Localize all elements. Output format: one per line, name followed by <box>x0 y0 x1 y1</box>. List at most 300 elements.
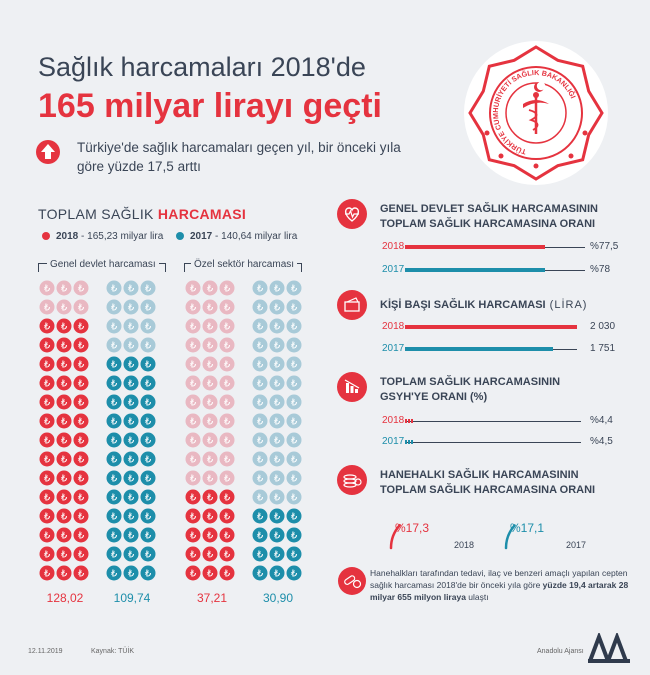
svg-text:₺: ₺ <box>206 359 214 371</box>
coin-2017-g1-r3-c0 <box>253 338 268 353</box>
svg-text:₺: ₺ <box>110 568 118 580</box>
svg-text:₺: ₺ <box>189 283 197 295</box>
total-expenditure-title-part2: HARCAMASI <box>157 206 247 222</box>
svg-text:₺: ₺ <box>223 340 231 352</box>
svg-text:₺: ₺ <box>290 568 298 580</box>
coin-2018-g1-r15-c2 <box>220 566 235 581</box>
coin-2017-g1-r0-c1 <box>270 281 285 296</box>
svg-text:₺: ₺ <box>223 416 231 428</box>
coin-2017-g0-r5-c1 <box>124 376 139 391</box>
svg-text:₺: ₺ <box>256 530 264 542</box>
svg-text:₺: ₺ <box>273 549 281 561</box>
coin-2017-g0-r6-c2 <box>141 395 156 410</box>
svg-text:₺: ₺ <box>206 568 214 580</box>
coin-2017-g1-r15-c2 <box>287 566 302 581</box>
coin-2017-g0-r11-c0 <box>107 490 122 505</box>
svg-text:₺: ₺ <box>60 511 68 523</box>
coin-2017-g0-r9-c0 <box>107 452 122 467</box>
page-title-line2: 165 milyar lirayı geçti <box>38 87 382 125</box>
coin-2018-g0-r5-c2 <box>74 376 89 391</box>
svg-text:₺: ₺ <box>273 511 281 523</box>
coin-2017-g0-r7-c0 <box>107 414 122 429</box>
svg-text:₺: ₺ <box>43 359 51 371</box>
footer-date: 12.11.2019 <box>28 648 63 655</box>
svg-text:₺: ₺ <box>290 321 298 333</box>
coin-2017-g0-r2-c2 <box>141 319 156 334</box>
coin-2018-g0-r6-c2 <box>74 395 89 410</box>
coin-2017-g1-r11-c0 <box>253 490 268 505</box>
coin-2017-g0-r10-c0 <box>107 471 122 486</box>
svg-text:₺: ₺ <box>60 530 68 542</box>
coin-2017-g0-r5-c0 <box>107 376 122 391</box>
svg-text:₺: ₺ <box>273 473 281 485</box>
per-capita-title-text: KİŞİ BAŞI SAĞLIK HARCAMASI <box>380 299 546 311</box>
svg-text:₺: ₺ <box>43 397 51 409</box>
coin-2017-g1-r14-c0 <box>253 547 268 562</box>
coin-2018-g1-r3-c0 <box>186 338 201 353</box>
coin-2017-g1-r7-c2 <box>287 414 302 429</box>
coin-2018-g0-r2-c0 <box>40 319 55 334</box>
svg-text:₺: ₺ <box>77 397 85 409</box>
svg-text:₺: ₺ <box>60 473 68 485</box>
ratio-gov-bar-2017 <box>405 268 545 272</box>
coin-2018-g0-r14-c0 <box>40 547 55 562</box>
svg-text:₺: ₺ <box>256 416 264 428</box>
total-gov-2017: 109,74 <box>113 591 151 605</box>
svg-text:₺: ₺ <box>77 321 85 333</box>
gdp-ratio-title-line2: GSYH'YE ORANI (%) <box>380 391 488 403</box>
coin-2018-g1-r7-c0 <box>186 414 201 429</box>
coin-2017-g1-r8-c2 <box>287 433 302 448</box>
svg-text:₺: ₺ <box>43 454 51 466</box>
svg-text:₺: ₺ <box>77 473 85 485</box>
coin-2017-g1-r10-c2 <box>287 471 302 486</box>
coin-2017-g1-r11-c2 <box>287 490 302 505</box>
per-capita-value-2018: 2 030 <box>590 321 616 332</box>
svg-text:₺: ₺ <box>110 321 118 333</box>
coin-2018-g0-r13-c0 <box>40 528 55 543</box>
coin-2017-g1-r10-c0 <box>253 471 268 486</box>
coin-2017-g1-r7-c0 <box>253 414 268 429</box>
coin-2018-g0-r0-c0 <box>40 281 55 296</box>
coin-2017-g0-r14-c2 <box>141 547 156 562</box>
coin-2018-g1-r7-c2 <box>220 414 235 429</box>
coin-2018-g0-r5-c0 <box>40 376 55 391</box>
coin-2017-g0-r7-c1 <box>124 414 139 429</box>
coin-2018-g0-r14-c1 <box>57 547 72 562</box>
coin-2018-g1-r2-c1 <box>203 319 218 334</box>
svg-text:₺: ₺ <box>144 340 152 352</box>
coin-2017-g1-r7-c1 <box>270 414 285 429</box>
svg-text:₺: ₺ <box>127 568 135 580</box>
coin-2017-g1-r2-c1 <box>270 319 285 334</box>
coin-2018-g1-r14-c2 <box>220 547 235 562</box>
svg-text:₺: ₺ <box>110 454 118 466</box>
per-capita-bar-2017 <box>405 347 553 351</box>
household-value-2017: %17,1 <box>510 521 545 535</box>
coin-2017-g1-r4-c0 <box>253 357 268 372</box>
svg-text:₺: ₺ <box>256 340 264 352</box>
svg-text:₺: ₺ <box>60 378 68 390</box>
coin-2017-g1-r0-c2 <box>287 281 302 296</box>
svg-text:₺: ₺ <box>127 435 135 447</box>
gdp-ratio-value-2017: %4,5 <box>590 436 613 447</box>
coin-2017-g0-r8-c1 <box>124 433 139 448</box>
coin-2017-g0-r12-c0 <box>107 509 122 524</box>
total-gov-2018: 128,02 <box>46 591 84 605</box>
svg-text:₺: ₺ <box>273 454 281 466</box>
coin-2017-g1-r8-c0 <box>253 433 268 448</box>
svg-text:₺: ₺ <box>144 530 152 542</box>
coin-2017-g1-r9-c0 <box>253 452 268 467</box>
coin-2018-g0-r4-c2 <box>74 357 89 372</box>
gdp-ratio-value-2018: %4,4 <box>590 415 613 426</box>
svg-text:₺: ₺ <box>189 511 197 523</box>
svg-text:₺: ₺ <box>206 511 214 523</box>
coin-2018-g0-r7-c0 <box>40 414 55 429</box>
svg-text:₺: ₺ <box>189 568 197 580</box>
coin-2017-g1-r4-c1 <box>270 357 285 372</box>
total-expenditure-title-part1: TOPLAM SAĞLIK <box>38 206 158 222</box>
coin-2018-g0-r13-c1 <box>57 528 72 543</box>
coin-2018-g0-r2-c2 <box>74 319 89 334</box>
svg-text:₺: ₺ <box>110 416 118 428</box>
coin-2017-g0-r0-c2 <box>141 281 156 296</box>
coin-2018-g0-r9-c2 <box>74 452 89 467</box>
coin-2017-g0-r14-c0 <box>107 547 122 562</box>
coin-2018-g0-r1-c0 <box>40 300 55 315</box>
svg-text:₺: ₺ <box>144 302 152 314</box>
svg-text:₺: ₺ <box>206 454 214 466</box>
coin-2017-g0-r1-c2 <box>141 300 156 315</box>
svg-text:₺: ₺ <box>206 283 214 295</box>
coin-2017-g0-r15-c0 <box>107 566 122 581</box>
legend-text-2018: - 165,23 milyar lira <box>78 231 164 242</box>
coin-2017-g0-r13-c0 <box>107 528 122 543</box>
svg-text:₺: ₺ <box>189 492 197 504</box>
anadolu-agency-logo-icon <box>588 633 630 663</box>
svg-text:₺: ₺ <box>206 492 214 504</box>
svg-text:₺: ₺ <box>127 340 135 352</box>
coin-2018-g0-r7-c2 <box>74 414 89 429</box>
coin-2017-g0-r1-c1 <box>124 300 139 315</box>
coin-2017-g1-r5-c1 <box>270 376 285 391</box>
coin-2018-g1-r10-c0 <box>186 471 201 486</box>
coin-2018-g1-r6-c0 <box>186 395 201 410</box>
coin-2018-g1-r0-c1 <box>203 281 218 296</box>
svg-text:₺: ₺ <box>223 492 231 504</box>
coin-2018-g0-r4-c1 <box>57 357 72 372</box>
per-capita-value-2017: 1 751 <box>590 343 616 354</box>
gdp-ratio-track-2017 <box>405 442 581 443</box>
coin-2017-g1-r4-c2 <box>287 357 302 372</box>
svg-text:₺: ₺ <box>127 397 135 409</box>
svg-text:₺: ₺ <box>43 321 51 333</box>
coin-2017-g1-r13-c0 <box>253 528 268 543</box>
coin-2018-g1-r9-c2 <box>220 452 235 467</box>
svg-text:₺: ₺ <box>223 435 231 447</box>
coin-2018-g1-r5-c0 <box>186 376 201 391</box>
svg-text:₺: ₺ <box>77 530 85 542</box>
coin-2018-g0-r0-c2 <box>74 281 89 296</box>
svg-text:₺: ₺ <box>77 378 85 390</box>
svg-text:₺: ₺ <box>77 302 85 314</box>
svg-text:₺: ₺ <box>290 397 298 409</box>
svg-text:₺: ₺ <box>127 378 135 390</box>
coin-2018-g0-r3-c2 <box>74 338 89 353</box>
svg-text:₺: ₺ <box>144 511 152 523</box>
svg-text:₺: ₺ <box>256 454 264 466</box>
svg-text:₺: ₺ <box>60 492 68 504</box>
svg-text:₺: ₺ <box>223 511 231 523</box>
ratio-gov-value-2018: %77,5 <box>590 241 619 252</box>
svg-text:₺: ₺ <box>60 321 68 333</box>
svg-text:₺: ₺ <box>77 511 85 523</box>
coin-2017-g0-r15-c2 <box>141 566 156 581</box>
household-value-2018: %17,3 <box>395 521 430 535</box>
svg-text:₺: ₺ <box>60 568 68 580</box>
svg-text:₺: ₺ <box>77 568 85 580</box>
footnote-tail: ulaştı <box>465 592 489 602</box>
coin-2017-g0-r13-c1 <box>124 528 139 543</box>
svg-text:₺: ₺ <box>256 283 264 295</box>
coin-2017-g1-r12-c2 <box>287 509 302 524</box>
svg-text:₺: ₺ <box>60 549 68 561</box>
household-ratio-title-line1: HANEHALKI SAĞLIK HARCAMASININ <box>380 469 579 481</box>
svg-text:₺: ₺ <box>144 283 152 295</box>
svg-text:₺: ₺ <box>189 359 197 371</box>
coin-2018-g1-r4-c1 <box>203 357 218 372</box>
coin-2017-g0-r8-c0 <box>107 433 122 448</box>
coin-2018-g0-r5-c1 <box>57 376 72 391</box>
svg-text:₺: ₺ <box>189 302 197 314</box>
svg-text:₺: ₺ <box>256 378 264 390</box>
svg-text:₺: ₺ <box>144 549 152 561</box>
svg-text:₺: ₺ <box>290 378 298 390</box>
coin-2017-g1-r13-c1 <box>270 528 285 543</box>
coin-2018-g1-r1-c2 <box>220 300 235 315</box>
coin-2017-g1-r8-c1 <box>270 433 285 448</box>
coin-2017-g0-r10-c1 <box>124 471 139 486</box>
coin-2017-g0-r12-c2 <box>141 509 156 524</box>
svg-text:₺: ₺ <box>127 283 135 295</box>
svg-text:₺: ₺ <box>223 378 231 390</box>
svg-text:₺: ₺ <box>144 397 152 409</box>
coin-2017-g1-r12-c0 <box>253 509 268 524</box>
pills-icon <box>338 567 366 595</box>
coin-2017-g1-r15-c1 <box>270 566 285 581</box>
svg-text:₺: ₺ <box>43 435 51 447</box>
svg-text:₺: ₺ <box>127 511 135 523</box>
coin-2018-g0-r12-c0 <box>40 509 55 524</box>
coin-2017-g1-r5-c2 <box>287 376 302 391</box>
svg-text:₺: ₺ <box>273 283 281 295</box>
svg-text:₺: ₺ <box>206 473 214 485</box>
svg-text:₺: ₺ <box>144 359 152 371</box>
svg-text:₺: ₺ <box>43 511 51 523</box>
svg-text:₺: ₺ <box>60 359 68 371</box>
coin-2017-g1-r3-c1 <box>270 338 285 353</box>
svg-text:₺: ₺ <box>60 283 68 295</box>
svg-text:₺: ₺ <box>256 492 264 504</box>
coin-2018-g1-r4-c2 <box>220 357 235 372</box>
coin-2017-g1-r14-c1 <box>270 547 285 562</box>
per-capita-bar-2018 <box>405 325 577 329</box>
coin-2018-g1-r13-c1 <box>203 528 218 543</box>
coin-2017-g0-r15-c1 <box>124 566 139 581</box>
svg-text:₺: ₺ <box>110 530 118 542</box>
svg-text:₺: ₺ <box>256 511 264 523</box>
svg-text:₺: ₺ <box>144 321 152 333</box>
svg-text:₺: ₺ <box>43 568 51 580</box>
coin-2018-g1-r14-c0 <box>186 547 201 562</box>
svg-text:₺: ₺ <box>290 511 298 523</box>
coin-2018-g1-r5-c2 <box>220 376 235 391</box>
svg-text:₺: ₺ <box>206 321 214 333</box>
gdp-ratio-track-2018 <box>405 421 581 422</box>
svg-text:₺: ₺ <box>206 397 214 409</box>
coin-2018-g1-r11-c0 <box>186 490 201 505</box>
svg-text:₺: ₺ <box>189 378 197 390</box>
legend-text-2017: - 140,64 milyar lira <box>212 231 298 242</box>
svg-text:TÜRKİYE CUMHURİYETİ SAĞLIK BAK: TÜRKİYE CUMHURİYETİ SAĞLIK BAKANLIĞI <box>490 67 578 157</box>
svg-text:₺: ₺ <box>290 435 298 447</box>
coin-2017-g0-r0-c0 <box>107 281 122 296</box>
svg-text:₺: ₺ <box>77 340 85 352</box>
svg-text:₺: ₺ <box>110 511 118 523</box>
svg-text:₺: ₺ <box>273 378 281 390</box>
coin-2018-g0-r12-c2 <box>74 509 89 524</box>
coin-2018-g0-r4-c0 <box>40 357 55 372</box>
svg-text:₺: ₺ <box>110 435 118 447</box>
svg-text:₺: ₺ <box>273 435 281 447</box>
coin-2017-g1-r3-c2 <box>287 338 302 353</box>
coin-2018-g0-r10-c0 <box>40 471 55 486</box>
heart-pulse-icon <box>337 199 367 229</box>
svg-text:₺: ₺ <box>256 473 264 485</box>
svg-text:₺: ₺ <box>189 530 197 542</box>
coin-2018-g0-r11-c0 <box>40 490 55 505</box>
coin-2017-g0-r14-c1 <box>124 547 139 562</box>
svg-text:₺: ₺ <box>273 568 281 580</box>
coin-2018-g0-r8-c2 <box>74 433 89 448</box>
svg-text:₺: ₺ <box>206 416 214 428</box>
coin-2018-g1-r12-c0 <box>186 509 201 524</box>
coin-2017-g0-r9-c1 <box>124 452 139 467</box>
coin-2017-g1-r9-c2 <box>287 452 302 467</box>
svg-text:₺: ₺ <box>110 397 118 409</box>
coin-2017-g0-r3-c1 <box>124 338 139 353</box>
group-label-private: Özel sektör harcaması <box>191 259 297 270</box>
coin-2017-g1-r10-c1 <box>270 471 285 486</box>
svg-text:₺: ₺ <box>223 549 231 561</box>
svg-text:₺: ₺ <box>127 530 135 542</box>
svg-text:₺: ₺ <box>144 378 152 390</box>
svg-text:₺: ₺ <box>43 283 51 295</box>
coin-2018-g0-r9-c0 <box>40 452 55 467</box>
gdp-ratio-bar-2018 <box>405 419 413 423</box>
coin-2017-g0-r2-c1 <box>124 319 139 334</box>
coin-2018-g1-r6-c2 <box>220 395 235 410</box>
svg-text:₺: ₺ <box>60 416 68 428</box>
coin-2017-g0-r0-c1 <box>124 281 139 296</box>
svg-text:₺: ₺ <box>189 435 197 447</box>
coin-2018-g0-r10-c1 <box>57 471 72 486</box>
coin-2018-g1-r12-c1 <box>203 509 218 524</box>
coin-2017-g1-r6-c2 <box>287 395 302 410</box>
coin-2017-g0-r6-c0 <box>107 395 122 410</box>
coins-icon <box>337 465 367 495</box>
coin-2018-g0-r15-c2 <box>74 566 89 581</box>
svg-text:₺: ₺ <box>77 492 85 504</box>
coin-2017-g1-r1-c1 <box>270 300 285 315</box>
svg-text:₺: ₺ <box>223 302 231 314</box>
footnote-bold: yüzde 19,4 artarak 28 milyar 655 milyon liraya <box>370 580 629 602</box>
svg-text:₺: ₺ <box>144 454 152 466</box>
page-title-line1: Sağlık harcamaları 2018'de <box>38 52 366 82</box>
per-capita-title <box>380 298 587 313</box>
svg-text:₺: ₺ <box>223 473 231 485</box>
svg-text:₺: ₺ <box>144 568 152 580</box>
svg-text:₺: ₺ <box>273 492 281 504</box>
ratio-gov-year-2018: 2018 <box>382 241 405 252</box>
svg-text:₺: ₺ <box>223 283 231 295</box>
coin-2017-g1-r2-c2 <box>287 319 302 334</box>
svg-text:₺: ₺ <box>256 321 264 333</box>
coin-2018-g1-r8-c2 <box>220 433 235 448</box>
svg-text:₺: ₺ <box>77 454 85 466</box>
legend-year-2017: 2017 <box>190 231 213 242</box>
coin-2018-g1-r12-c2 <box>220 509 235 524</box>
coin-2017-g0-r2-c0 <box>107 319 122 334</box>
svg-text:₺: ₺ <box>77 359 85 371</box>
svg-text:₺: ₺ <box>110 549 118 561</box>
coin-2017-g1-r12-c1 <box>270 509 285 524</box>
coin-2018-g1-r15-c0 <box>186 566 201 581</box>
coin-2018-g0-r15-c1 <box>57 566 72 581</box>
svg-text:₺: ₺ <box>144 435 152 447</box>
coin-2018-g0-r14-c2 <box>74 547 89 562</box>
coin-2017-g1-r6-c1 <box>270 395 285 410</box>
coin-2018-g0-r9-c1 <box>57 452 72 467</box>
svg-text:₺: ₺ <box>256 397 264 409</box>
household-ratio-title-line2: TOPLAM SAĞLIK HARCAMASINA ORANI <box>380 484 596 496</box>
svg-text:₺: ₺ <box>290 359 298 371</box>
coin-2017-g1-r2-c0 <box>253 319 268 334</box>
coin-2017-g1-r0-c0 <box>253 281 268 296</box>
coin-2018-g1-r3-c2 <box>220 338 235 353</box>
svg-text:₺: ₺ <box>77 549 85 561</box>
footnote <box>370 567 630 603</box>
coin-2017-g0-r13-c2 <box>141 528 156 543</box>
svg-text:₺: ₺ <box>189 321 197 333</box>
gdp-ratio-year-2017: 2017 <box>382 436 405 447</box>
coin-2018-g0-r11-c2 <box>74 490 89 505</box>
svg-text:₺: ₺ <box>110 283 118 295</box>
ratio-gov-title-line2: TOPLAM SAĞLIK HARCAMASINA ORANI <box>380 218 596 230</box>
svg-text:₺: ₺ <box>43 416 51 428</box>
coin-2017-g0-r3-c2 <box>141 338 156 353</box>
svg-text:₺: ₺ <box>273 302 281 314</box>
coin-2018-g1-r14-c1 <box>203 547 218 562</box>
coin-2017-g1-r13-c2 <box>287 528 302 543</box>
svg-text:₺: ₺ <box>43 549 51 561</box>
svg-text:₺: ₺ <box>290 473 298 485</box>
svg-text:₺: ₺ <box>43 340 51 352</box>
svg-text:₺: ₺ <box>223 321 231 333</box>
svg-text:₺: ₺ <box>256 359 264 371</box>
svg-text:₺: ₺ <box>223 397 231 409</box>
